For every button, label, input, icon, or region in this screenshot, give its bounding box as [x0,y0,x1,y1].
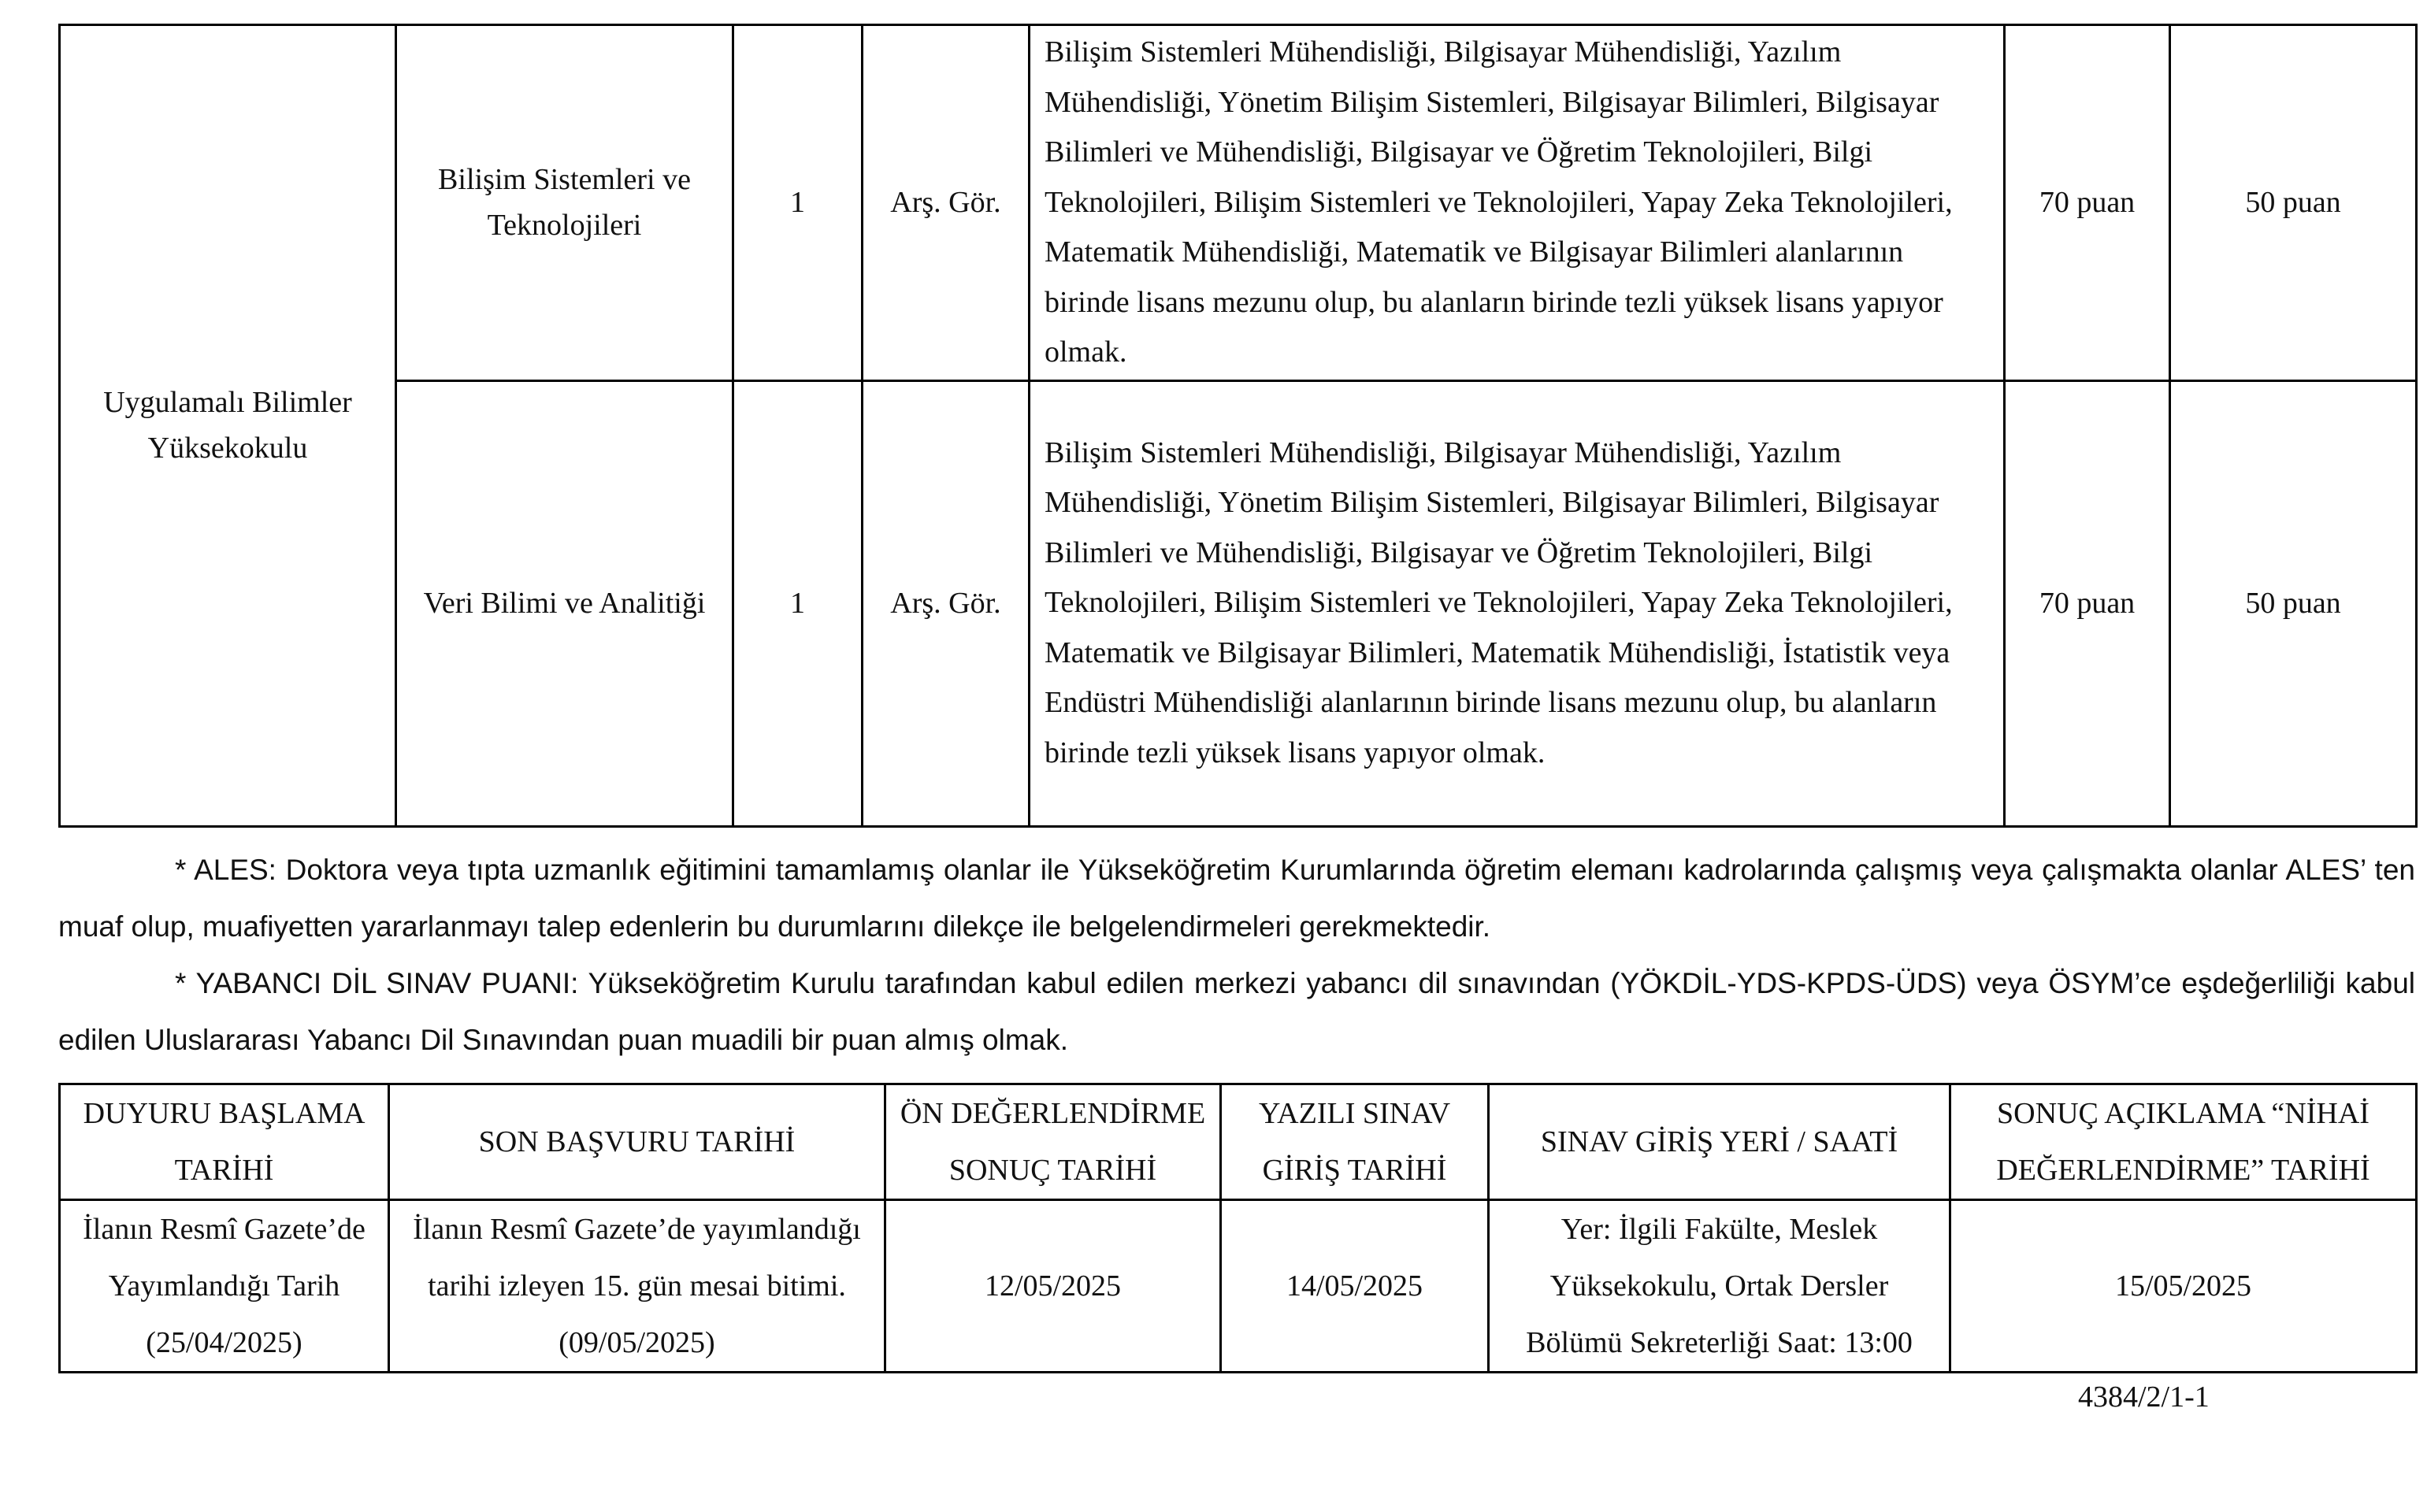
title-cell: Arş. Gör. [863,25,1030,381]
language-score-cell: 50 puan [2170,380,2417,826]
column-header: ÖN DEĞERLENDİRME SONUÇ TARİHİ [885,1084,1221,1199]
requirements-cell: Bilişim Sistemleri Mühendisliği, Bilgisayar Mühendisliği, Yazılım Mühendisliği, Yönetim Bilişim Sistemleri, Bilgisayar Bilimleri, Bilgisayar Bilimleri ve Mühendisliği, Bilgisayar ve Öğretim Teknolojileri, Bilgi Teknolojileri, Bilişim Sistemleri ve Teknolojileri, Yapay Zeka Teknolojileri, Matematik Mühendisliği, Matematik ve Bilgisayar Bilimleri alanlarının birinde lisans mezunu olup, bu alanların birinde tezli yüksek lisans yapıyor olmak. [1030,25,2005,381]
final-result-date-cell: 15/05/2025 [1950,1199,2417,1372]
column-header: DUYURU BAŞLAMA TARİHİ [60,1084,389,1199]
ales-note: * ALES: Doktora veya tıpta uzmanlık eğitimini tamamlamış olanlar ile Yükseköğretim Kurumlarında öğretim elemanı kadrolarında çalışmış veya çalışmakta olanlar ALES’ ten muaf olup, muafiyetten yararlanmayı talep edenlerin bu durumlarını dilekçe ile belgelendirmeleri gerekmektedir. [58,853,2415,943]
department-cell: Bilişim Sistemleri ve Teknolojileri [396,25,733,381]
title-cell: Arş. Gör. [863,380,1030,826]
column-header: SON BAŞVURU TARİHİ [389,1084,885,1199]
schedule-table [58,1083,2418,1373]
table-row [60,380,2417,826]
count-cell: 1 [733,380,863,826]
department-cell: Veri Bilimi ve Analitiği [396,380,733,826]
preliminary-result-date-cell: 12/05/2025 [885,1199,1221,1372]
ales-score-cell: 70 puan [2005,380,2170,826]
ales-score-cell: 70 puan [2005,25,2170,381]
column-header: SONUÇ AÇIKLAMA “NİHAİ DEĞERLENDİRME” TARİHİ [1950,1084,2417,1199]
deadline-cell: İlanın Resmî Gazete’de yayımlandığı tarihi izleyen 15. gün mesai bitimi. (09/05/2025) [389,1199,885,1372]
schedule-header-row [60,1084,2417,1199]
exam-location-cell: Yer: İlgili Fakülte, Meslek Yüksekokulu, Ortak Dersler Bölümü Sekreterliği Saat: 13:00 [1489,1199,1950,1372]
document-number: 4384/2/1-1 [2078,1380,2210,1414]
document-page [58,24,2415,1373]
notes-section [58,842,2415,1069]
unit-cell: Uygulamalı Bilimler Yüksekokulu [60,25,396,827]
written-exam-date-cell: 14/05/2025 [1221,1199,1489,1372]
language-exam-note: * YABANCI DİL SINAV PUANI: Yükseköğretim Kurulu tarafından kabul edilen merkezi yabancı dil sınavından (YÖKDİL-YDS-KPDS-ÜDS) veya ÖSYM’ce eşdeğerliliği kabul edilen Uluslararası Yabancı Dil Sınavından puan muadili bir puan almış olmak. [58,966,2415,1056]
count-cell: 1 [733,25,863,381]
table-row [60,25,2417,381]
requirements-cell: Bilişim Sistemleri Mühendisliği, Bilgisayar Mühendisliği, Yazılım Mühendisliği, Yönetim Bilişim Sistemleri, Bilgisayar Bilimleri, Bilgisayar Bilimleri ve Mühendisliği, Bilgisayar ve Öğretim Teknolojileri, Bilgi Teknolojileri, Bilişim Sistemleri ve Teknolojileri, Yapay Zeka Teknolojileri, Matematik ve Bilgisayar Bilimleri, Matematik Mühendisliği, İstatistik veya Endüstri Mühendisliği alanlarının birinde lisans mezunu olup, bu alanların birinde tezli yüksek lisans yapıyor olmak. [1030,380,2005,826]
announcement-date-cell: İlanın Resmî Gazete’de Yayımlandığı Tarih (25/04/2025) [60,1199,389,1372]
schedule-value-row [60,1199,2417,1372]
column-header: SINAV GİRİŞ YERİ / SAATİ [1489,1084,1950,1199]
positions-table [58,24,2418,828]
language-score-cell: 50 puan [2170,25,2417,381]
column-header: YAZILI SINAV GİRİŞ TARİHİ [1221,1084,1489,1199]
